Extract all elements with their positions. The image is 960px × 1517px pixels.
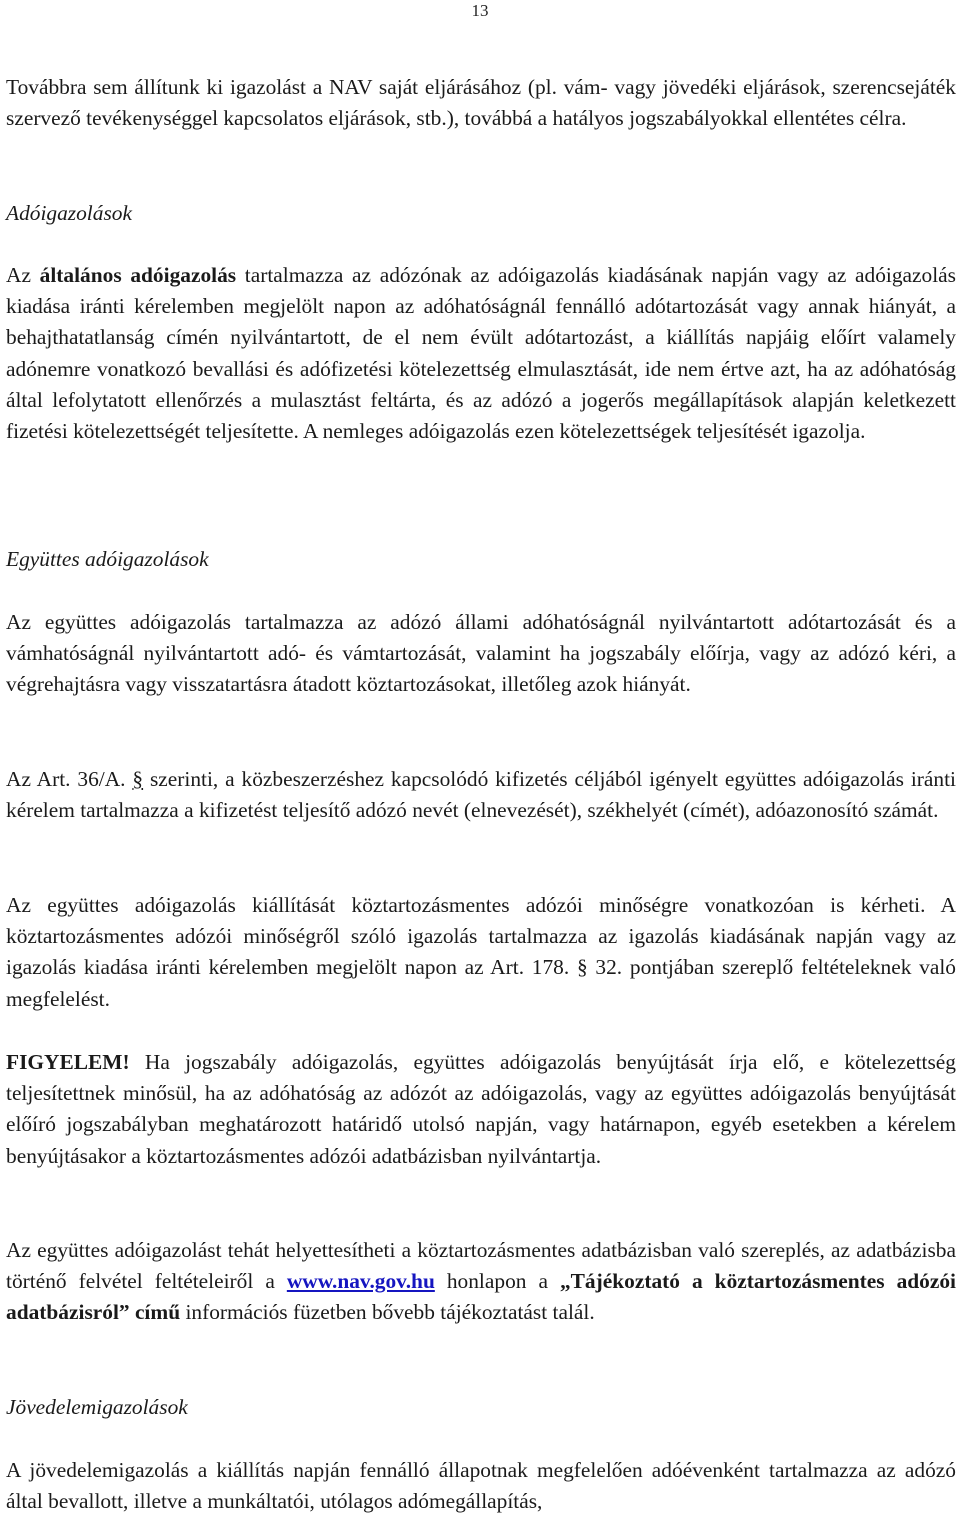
paragraph-koztartozasmentes bbox=[6, 890, 956, 1015]
paragraph-jovedelemigazolas: A jövedelemigazolás a kiállítás napján fennálló állapotnak megfelelően adóévenként tartalmazza az adózó által bevallott, illetve a munkáltatói, utólagos adómegállapítás, bbox=[6, 1458, 956, 1514]
bold-booklet-title: „Tájékoztató a köztartozásmentes adózói adatbázisról” című bbox=[6, 1269, 956, 1325]
paragraph-altalanos-adoigazolas bbox=[6, 260, 956, 447]
nav-website-link[interactable]: www.nav.gov.hu bbox=[286, 1269, 435, 1294]
bold-term-altalanos-adoigazolas: általános adóigazolás bbox=[39, 263, 237, 287]
section-sign: § bbox=[132, 767, 144, 791]
paragraph-art-36a bbox=[6, 764, 956, 826]
warning-label: FIGYELEM! bbox=[6, 1050, 130, 1074]
text-run: tartalmazza az adózónak az adóigazolás kiadásának napján vagy az adóigazolás kiadása iránti kérelemben megjelölt napon az adóhatóságnál fennálló adótartozását vagy annak hiányát, a behajthatatlanság címén nyilvántartott, de el nem évült adótartozást, a kiállítás napjáig előírt valamely adónemre vonatkozó bevallási és adófizetési kötelezettség elmulasztását, ide nem értve azt, ha az adóhatóság által lefolytatott ellenőrzés a mulasztást feltárta, és az adózó a jogerős megállapítások alapján keletkezett fizetési kötelezettségét teljesítette. A nemleges adóigazolás ezen kötelezettségek teljesítését igazolja. bbox=[6, 263, 956, 444]
text-run: szerinti, a közbeszerzéshez kapcsolódó kifizetés céljából igényelt együttes adóigazolás iránti kérelem tartalmazza a kifizetést teljesítő adózó nevét (elnevezését), székhelyét (címét), adóazonosító számát. bbox=[6, 767, 956, 823]
paragraph-adatbazis bbox=[6, 1235, 956, 1329]
text-run: Az együttes adóigazolást tehát helyettesítheti a köztartozásmentes adatbázisban való szereplés, az adatbázisba történő felvétel feltételeiről a bbox=[6, 1238, 956, 1294]
text-run: Az együttes adóigazolás kiállítását köztartozásmentes adózói minőségre vonatkozóan is kérheti. A köztartozásmentes adózói minőségről szóló igazolás tartalmazza az igazolás kiadásának napján vagy az igazolás kiadása iránti kérelemben megjelölt napon az Art. 178. bbox=[6, 893, 956, 980]
text-run: 32. pontjában szereplő feltételeknek való megfelelést. bbox=[6, 955, 957, 1011]
section-heading-jovedelem: Jövedelemigazolások bbox=[6, 1395, 188, 1419]
text-run: Az Art. 36/A. bbox=[6, 767, 133, 791]
section-heading-adoigazolasok: Adóigazolások bbox=[6, 201, 132, 225]
text-run: Ha jogszabály adóigazolás, együttes adóigazolás benyújtását írja elő, e kötelezettség teljesítettnek minősül, ha az adóhatóság az adózót az adóigazolás, vagy az együttes adóigazolás benyújtását előíró jogszabályban meghatározott határidő utolsó napján, vagy határnapon, egyéb esetekben a kérelem benyújtásakor a köztartozásmentes adózói adatbázisban nyilvántartja. bbox=[6, 1050, 956, 1168]
text-run: Az bbox=[6, 263, 40, 287]
page-number: 13 bbox=[471, 1, 489, 20]
section-heading-egyuttes: Együttes adóigazolások bbox=[6, 547, 209, 571]
intro-paragraph: Továbbra sem állítunk ki igazolást a NAV saját eljárásához (pl. vám- vagy jövedéki eljárások, szerencsejáték szervező tevékenységgel kapcsolatos eljárások, stb.), továbbá a hatályos jogszabályokkal ellentétes célra. bbox=[6, 75, 956, 131]
text-run: honlapon a bbox=[434, 1269, 560, 1294]
text-run: információs füzetben bővebb tájékoztatást talál. bbox=[180, 1300, 595, 1325]
section-sign: § bbox=[576, 955, 588, 980]
paragraph-egyuttes-adoigazolas: Az együttes adóigazolás tartalmazza az adózó állami adóhatóságnál nyilvántartott adótartozását és a vámhatóságnál nyilvántartott adó- és vámtartozását, valamint ha jogszabály előírja, vagy az adózó kéri, a végrehajtásra vagy visszatartásra átadott köztartozásokat, illetőleg azok hiányát. bbox=[6, 610, 956, 697]
paragraph-figyelem bbox=[6, 1047, 956, 1172]
